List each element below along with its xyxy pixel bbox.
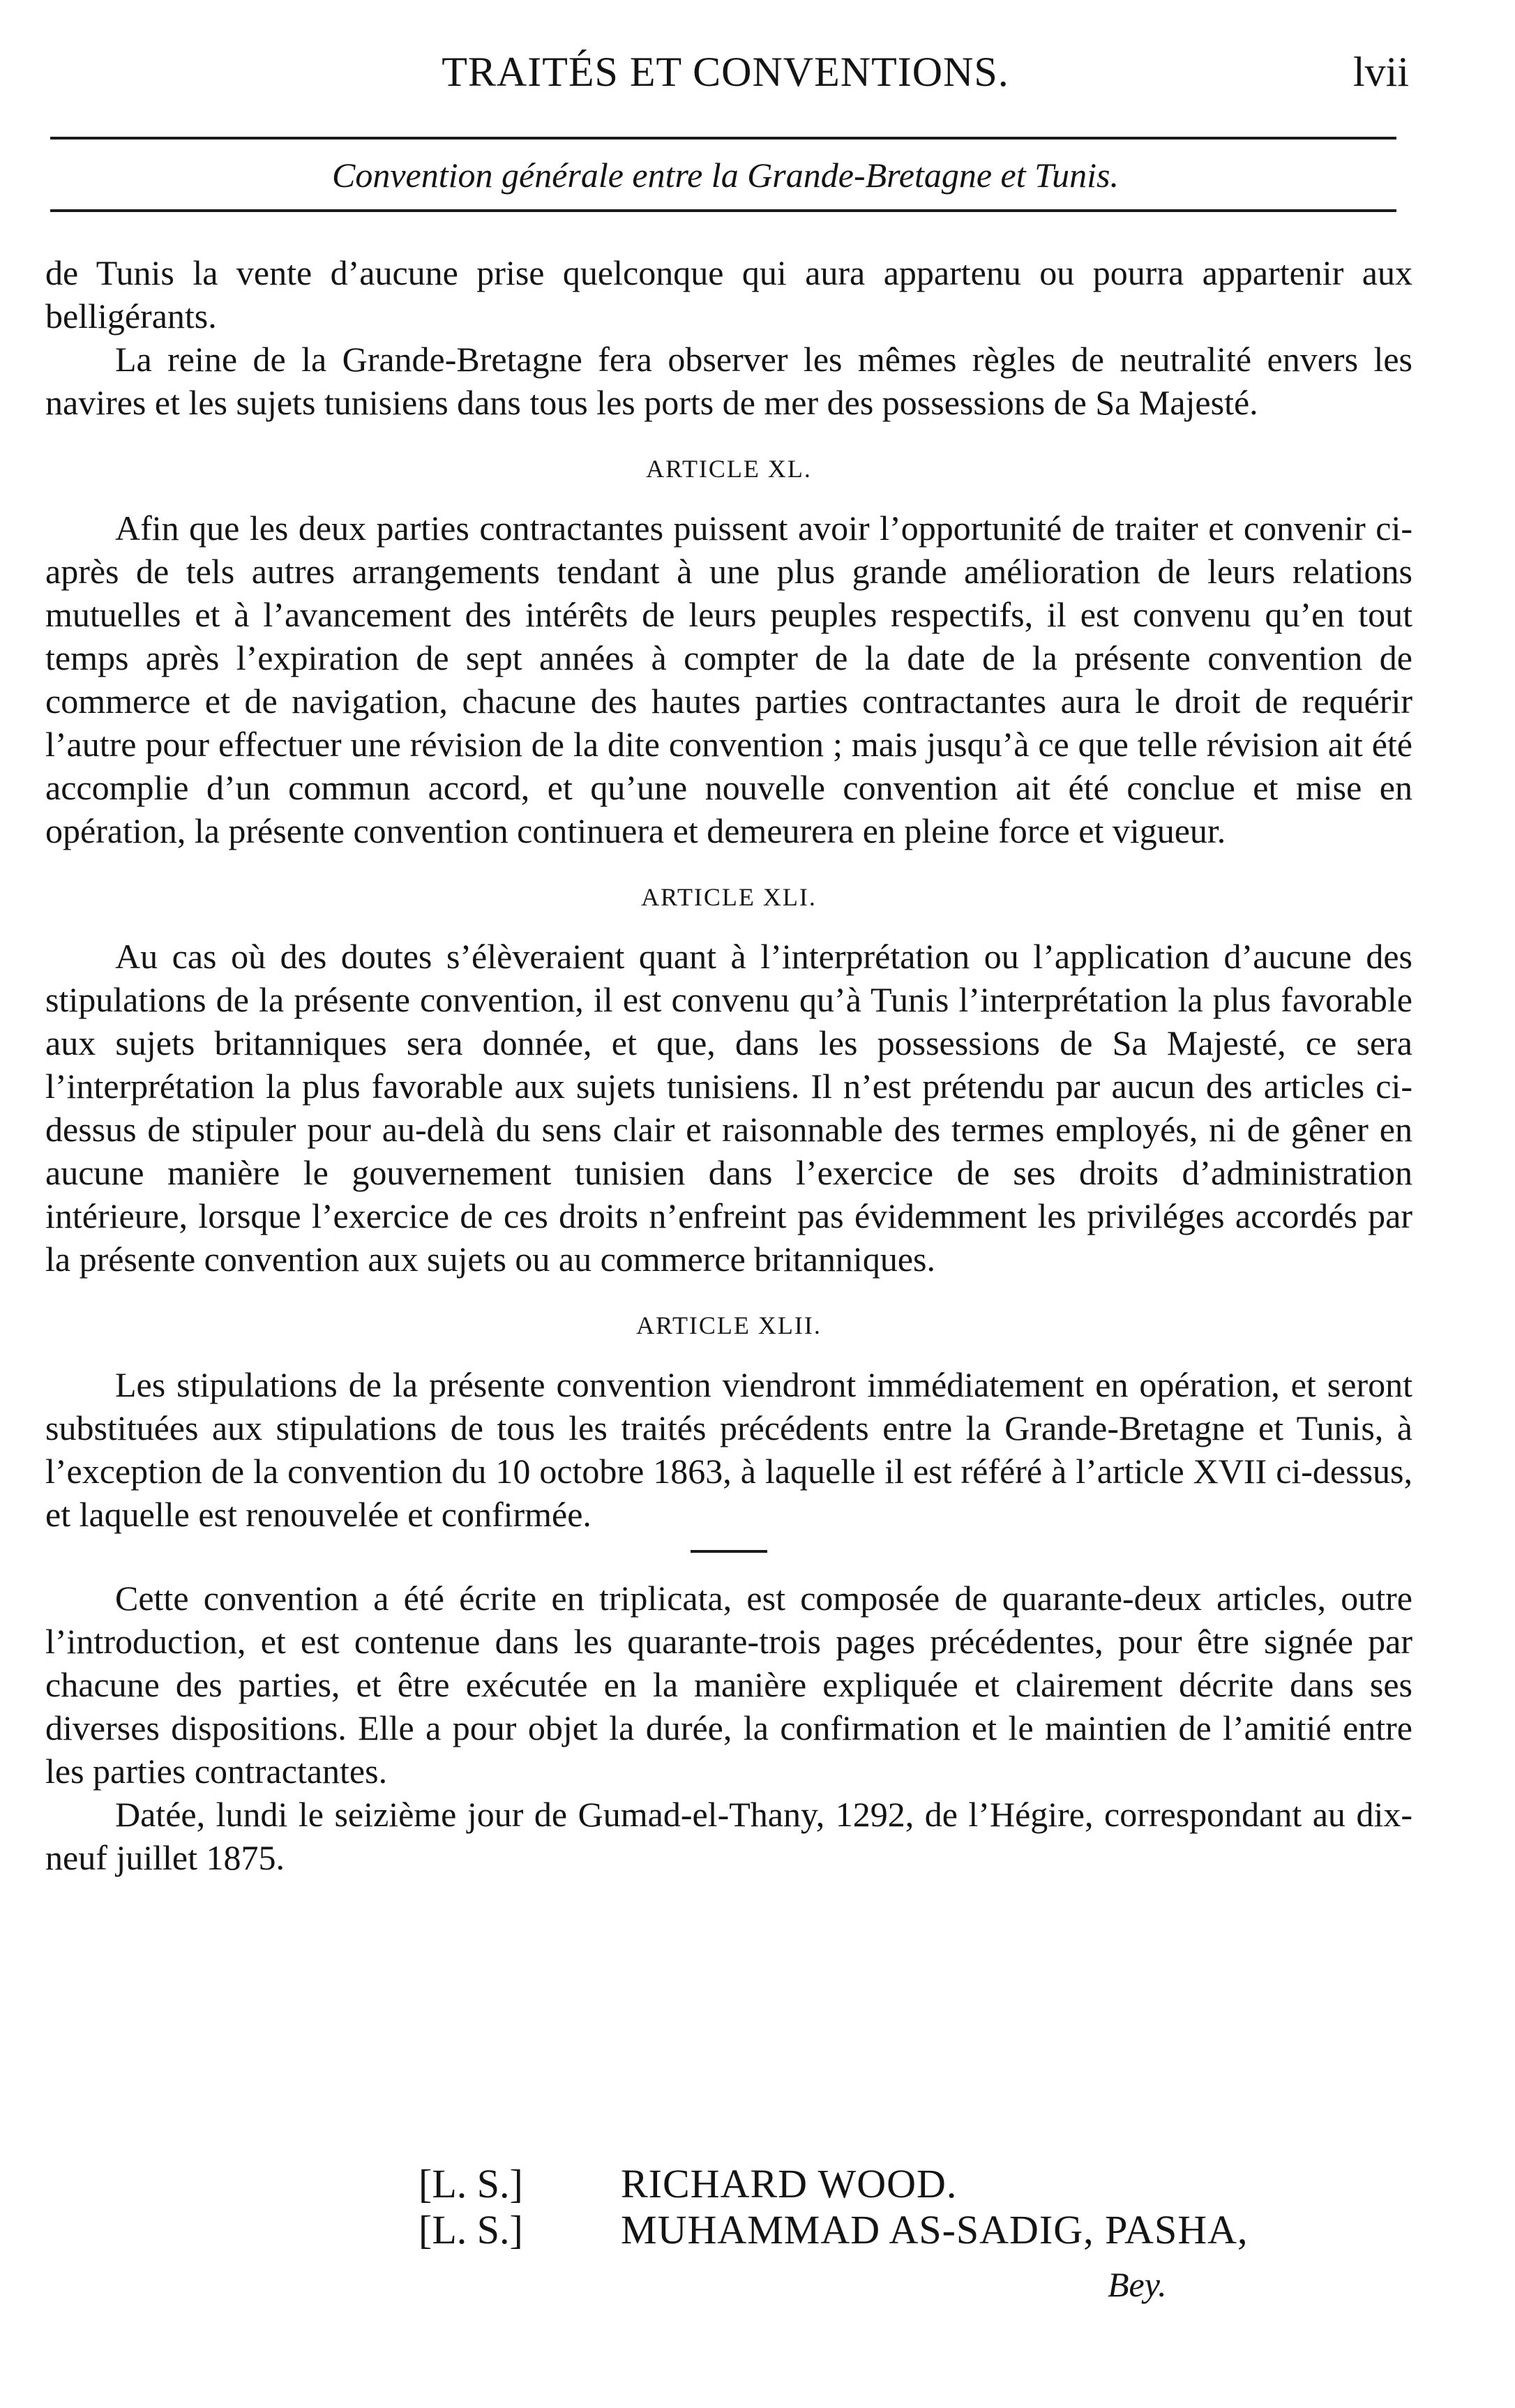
article-heading-xl: ARTICLE XL. xyxy=(646,455,812,483)
section-divider xyxy=(691,1550,767,1553)
paragraph-closing: Cette convention a été écrite en triplicata, est composée de quarante-deux articles, outre l’introduction, et est contenue dans les quarante-trois pages précédentes, pour être signée par chacune des parties, et être exécutée en la manière expliquée et clairement décrite dans ses diverses dispositions. Elle a pour objet la durée, la confirmation et le maintien de l’amitié entre les parties contractantes. xyxy=(45,1579,1412,1791)
article-text-xl: Afin que les deux parties contractantes puissent avoir l’opportunité de traiter et convenir ci-après de tels autres arrangements tendant à une plus grande amélioration de leurs relations mutuelles et à l’avancement des intérêts de leurs peuples respectifs, il est convenu qu’en tout temps après l’expiration de sept années à compter de la date de la présente convention de commerce et de navigation, chacune des hautes parties contractantes aura le droit de requérir l’autre pour effectuer une révision de la dite convention ; mais jusqu’à ce que telle révision ait été accomplie d’un commun accord, et qu’une nouvelle convention ait été conclue et mise en opération, la présente convention continuera et demeurera en pleine force et vigueur. xyxy=(45,509,1412,850)
header-rule-bottom xyxy=(50,209,1396,212)
page-number: lvii xyxy=(1352,49,1409,95)
signature-row xyxy=(419,2161,1248,2207)
body-text xyxy=(45,251,1412,1879)
header-rule-top xyxy=(50,137,1396,140)
signatory-title: Bey. xyxy=(1108,2265,1167,2304)
running-title: TRAITÉS ET CONVENTIONS. xyxy=(442,49,1009,95)
article-heading-xlii: ARTICLE XLII. xyxy=(636,1311,822,1339)
signatory-name: MUHAMMAD AS-SADIG, PASHA, xyxy=(621,2207,1249,2252)
article-text-xli: Au cas où des doutes s’élèveraient quant à l’interprétation ou l’application d’aucune des stipulations de la présente convention, il est convenu qu’à Tunis l’interprétation la plus favorable aux sujets britanniques sera donnée, et que, dans les possessions de Sa Majesté, ce sera l’interprétation la plus favorable aux sujets tunisiens. Il n’est prétendu par aucun des articles ci-dessus de stipuler pour au-delà du sens clair et raisonnable des termes employés, ni de gêner en aucune manière le gouvernement tunisien dans l’exercice de ses droits d’administration intérieure, lorsque l’exercice de ces droits n’enfreint pas évidemment les priviléges accordés par la présente convention aux sujets ou au commerce britanniques. xyxy=(45,937,1412,1279)
running-head xyxy=(42,40,1409,103)
paragraph-continued: de Tunis la vente d’aucune prise quelconque qui aura appartenu ou pourra appartenir aux belligérants. xyxy=(45,253,1412,336)
paragraph-date: Datée, lundi le seizième jour de Gumad-el-Thany, 1292, de l’Hégire, correspondant au dix-neuf juillet 1875. xyxy=(45,1795,1412,1877)
signatory-name: RICHARD WOOD. xyxy=(621,2161,958,2206)
signature-block xyxy=(419,2161,1248,2253)
paragraph-neutrality: La reine de la Grande-Bretagne fera observer les mêmes règles de neutralité envers les navires et les sujets tunisiens dans tous les ports de mer des possessions de Sa Majesté. xyxy=(45,340,1412,422)
article-heading-xli: ARTICLE XLI. xyxy=(641,883,817,911)
subtitle: Convention générale entre la Grande-Bretagne et Tunis. xyxy=(331,156,1120,195)
signature-seal: [L. S.] xyxy=(419,2161,523,2206)
article-text-xlii: Les stipulations de la présente convention viendront immédiatement en opération, et seront substituées aux stipulations de tous les traités précédents entre la Grande-Bretagne et Tunis, à l’exception de la convention du 10 octobre 1863, à laquelle il est référé à l’article XVII ci-dessus, et laquelle est renouvelée et confirmée. xyxy=(45,1365,1412,1534)
signature-row xyxy=(419,2207,1248,2253)
signature-seal: [L. S.] xyxy=(419,2207,523,2252)
